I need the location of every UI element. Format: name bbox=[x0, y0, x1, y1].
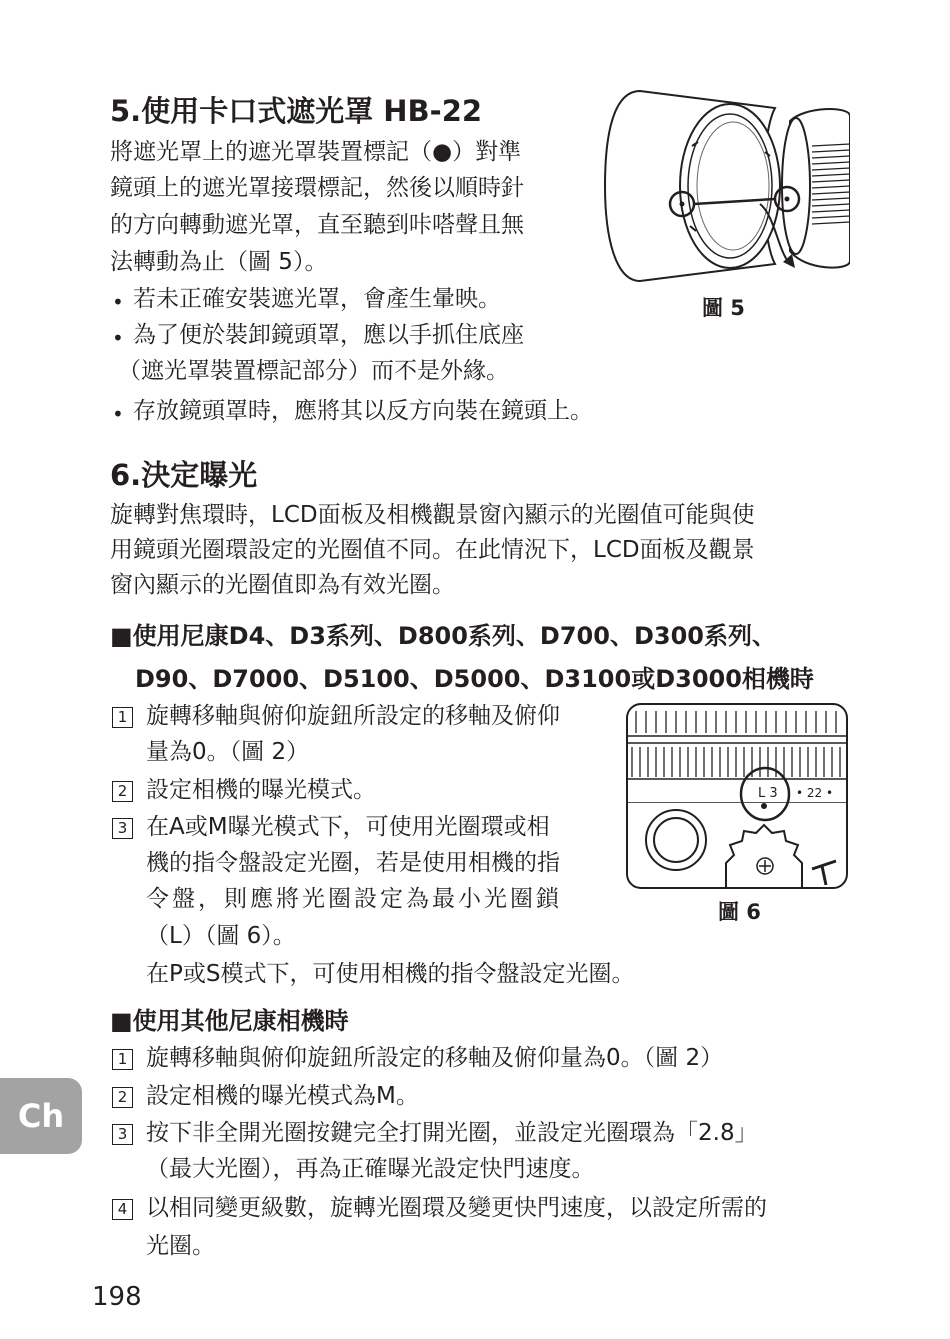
step-text: 量為0。（圖 2） bbox=[146, 739, 310, 765]
section-5-bullet: 存放鏡頭罩時，應將其以反方向裝在鏡頭上。 bbox=[133, 398, 593, 424]
step-number-box: 2 bbox=[112, 1087, 133, 1108]
aperture-22-mark: • 22 • bbox=[796, 786, 834, 800]
section-6-title: 6.決定曝光 bbox=[110, 458, 258, 492]
aperture-l-mark: L 3 bbox=[758, 786, 778, 801]
step-number-box: 1 bbox=[112, 1049, 133, 1070]
step-number-box: 3 bbox=[112, 818, 133, 839]
step-text: 旋轉移軸與俯仰旋鈕所設定的移軸及俯仰量為0。（圖 2） bbox=[146, 1045, 724, 1071]
step-number-box: 3 bbox=[112, 1124, 133, 1145]
section-6-body-line: 旋轉對焦環時，LCD面板及相機觀景窗內顯示的光圈值可能與使 bbox=[110, 502, 755, 528]
step-text: 以相同變更級數，旋轉光圈環及變更快門速度，以設定所需的 bbox=[146, 1195, 767, 1221]
section-6-body-line: 窗內顯示的光圈值即為有效光圈。 bbox=[110, 572, 455, 598]
figure-6-label: 圖 6 bbox=[718, 900, 761, 924]
step-text: （L）（圖 6）。 bbox=[146, 923, 296, 949]
section-5-body-line: 將遮光罩上的遮光罩裝置標記（●）對準 bbox=[110, 139, 522, 165]
section-5-title: 5.使用卡口式遮光罩 HB-22 bbox=[110, 94, 483, 128]
section-5-body-line: 的方向轉動遮光罩，直至聽到咔嗒聲且無 bbox=[110, 212, 524, 238]
subsection-a-title-line1: ■使用尼康D4、D3系列、D800系列、D700、D300系列、 bbox=[110, 622, 776, 650]
step-text: 在A或M曝光模式下，可使用光圈環或相 bbox=[146, 814, 550, 840]
step-text: 令盤，則應將光圈設定為最小光圈鎖 bbox=[146, 886, 562, 912]
section-5-bullet: 若未正確安裝遮光罩，會產生暈映。 bbox=[133, 286, 501, 312]
bullet-dot: • bbox=[112, 290, 124, 314]
section-5-body-line: 鏡頭上的遮光罩接環標記，然後以順時針 bbox=[110, 175, 524, 201]
step-note: 在P或S模式下，可使用相機的指令盤設定光圈。 bbox=[146, 961, 635, 987]
step-text: 機的指令盤設定光圈，若是使用相機的指 bbox=[146, 850, 560, 876]
step-number-box: 1 bbox=[112, 707, 133, 728]
section-6-body-line: 用鏡頭光圈環設定的光圈值不同。在此情況下，LCD面板及觀景 bbox=[110, 537, 755, 563]
bullet-dot: • bbox=[112, 402, 124, 426]
step-text: 按下非全開光圈按鍵完全打開光圈，並設定光圈環為「2.8」 bbox=[146, 1120, 758, 1146]
section-5-bullet-cont: （遮光罩裝置標記部分）而不是外緣。 bbox=[118, 358, 509, 384]
step-number-box: 4 bbox=[112, 1199, 133, 1220]
step-text: 光圈。 bbox=[146, 1233, 215, 1259]
subsection-b-title: ■使用其他尼康相機時 bbox=[110, 1007, 349, 1035]
step-text: （最大光圈），再為正確曝光設定快門速度。 bbox=[146, 1156, 595, 1182]
step-text: 設定相機的曝光模式為M。 bbox=[146, 1083, 419, 1109]
section-5-body-line: 法轉動為止（圖 5）。 bbox=[110, 249, 328, 275]
step-number-box: 2 bbox=[112, 781, 133, 802]
aperture-ring-figure bbox=[626, 703, 848, 889]
lens-hood-figure bbox=[600, 86, 850, 286]
subsection-a-title-line2: D90、D7000、D5100、D5000、D3100或D3000相機時 bbox=[135, 665, 814, 693]
chapter-tab: Ch bbox=[0, 1078, 82, 1154]
section-5-bullet: 為了便於裝卸鏡頭罩，應以手抓住底座 bbox=[133, 322, 524, 348]
bullet-dot: • bbox=[112, 326, 124, 350]
figure-5-label: 圖 5 bbox=[702, 296, 745, 320]
page-number: 198 bbox=[92, 1282, 142, 1312]
step-text: 設定相機的曝光模式。 bbox=[146, 777, 376, 803]
step-text: 旋轉移軸與俯仰旋鈕所設定的移軸及俯仰 bbox=[146, 703, 560, 729]
